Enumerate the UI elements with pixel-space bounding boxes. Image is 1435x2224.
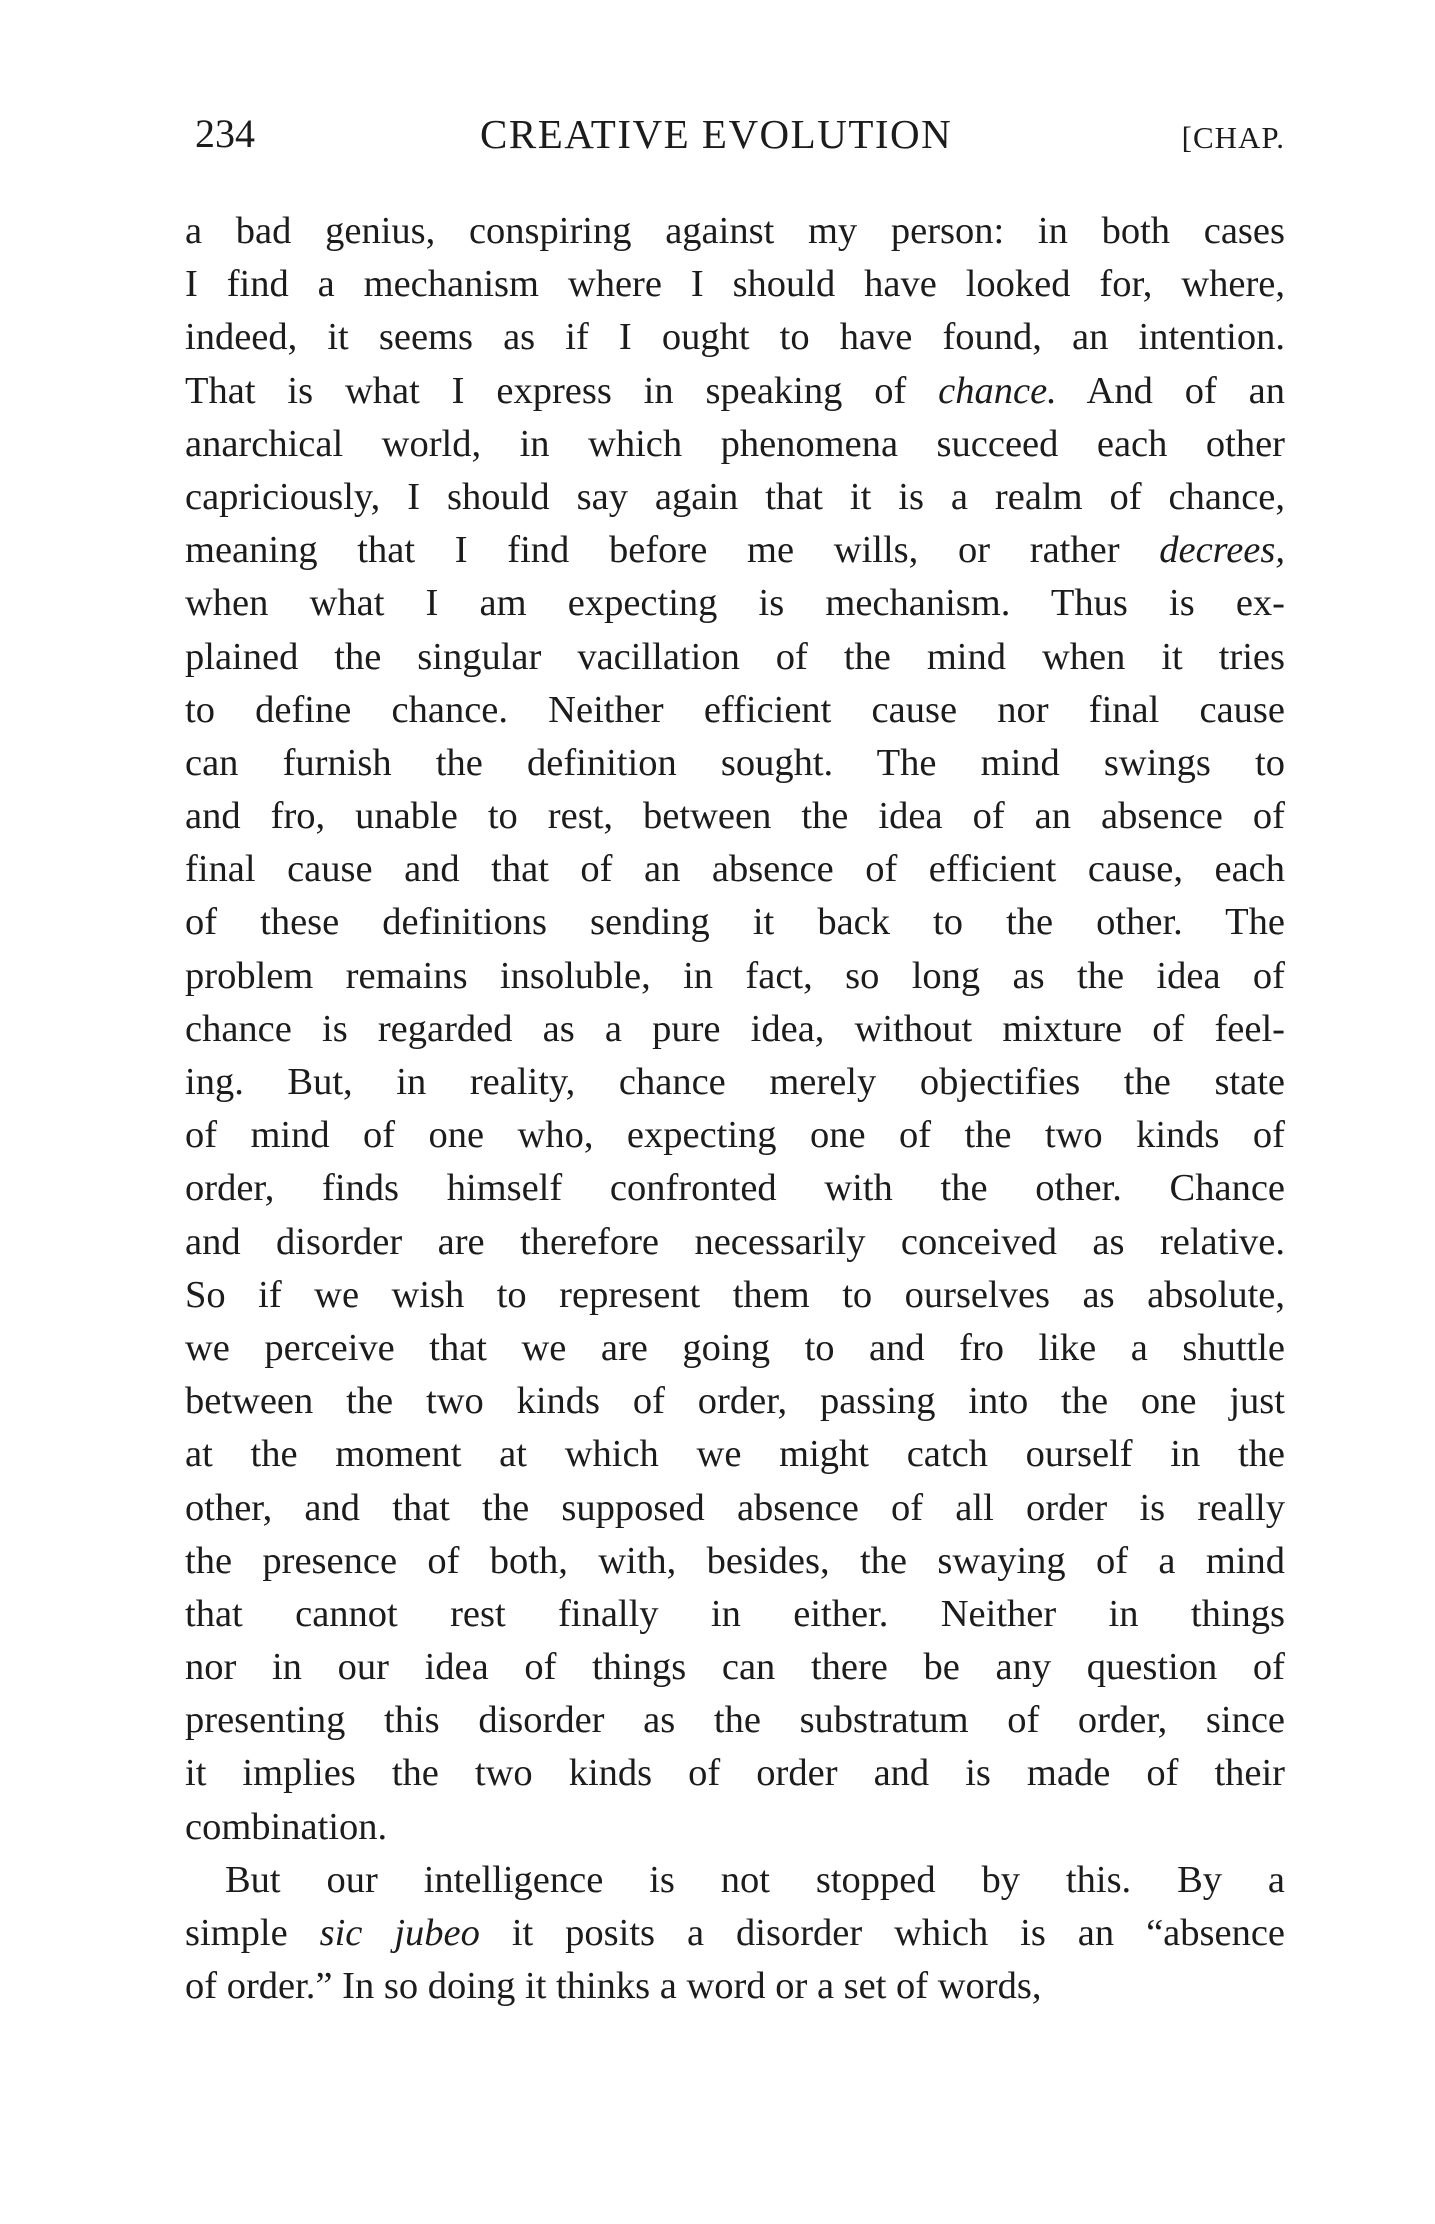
text-line — [185, 950, 1285, 1003]
text-segment: when what I am expecting is mechanism. Thus is ex- — [185, 582, 1285, 625]
text-segment: final cause and that of an absence of efficient cause, each — [185, 848, 1285, 891]
text-segment: other, and that the supposed absence of all order is really — [185, 1486, 1285, 1529]
text-line — [185, 1854, 1285, 1907]
text-line — [185, 1375, 1285, 1428]
text-segment: and disorder are therefore necessarily conceived as relative. — [185, 1220, 1285, 1263]
text-line — [185, 631, 1285, 684]
text-segment: chance is regarded as a pure idea, without mixture of feel- — [185, 1007, 1285, 1050]
text-line — [185, 365, 1285, 418]
text-line — [185, 1428, 1285, 1481]
text-segment: indeed, it seems as if I ought to have found, an intention. — [185, 316, 1285, 359]
text-line — [185, 1641, 1285, 1694]
text-segment: of mind of one who, expecting one of the two kinds of — [185, 1114, 1285, 1157]
text-line — [185, 258, 1285, 311]
text-segment: at the moment at which we might catch ourself in the — [185, 1433, 1285, 1476]
text-segment: meaning that I find before me wills, or rather — [185, 529, 1160, 572]
text-segment: it posits a disorder which is an “absence — [479, 1912, 1285, 1954]
text-line — [185, 1322, 1285, 1375]
text-segment: nor in our idea of things can there be any question of — [185, 1646, 1285, 1689]
text-segment: it implies the two kinds of order and is made of their — [185, 1752, 1285, 1795]
text-segment: combination. — [185, 1805, 388, 1848]
text-segment: simple — [185, 1912, 320, 1954]
text-segment: we perceive that we are going to and fro like a shuttle — [185, 1326, 1285, 1369]
text-segment: problem remains insoluble, in fact, so long as the idea of — [185, 954, 1285, 997]
italic-text-segment: chance. — [938, 369, 1057, 412]
text-segment: presenting this disorder as the substratum of order, since — [185, 1699, 1285, 1742]
text-segment: order, finds himself confronted with the other. Chance — [185, 1167, 1285, 1210]
text-line — [185, 843, 1285, 896]
text-segment: But our intelligence is not stopped by this. By a — [225, 1858, 1285, 1901]
text-line — [185, 1109, 1285, 1162]
page-number: 234 — [195, 111, 255, 156]
text-line — [185, 1907, 1285, 1960]
text-line — [185, 790, 1285, 843]
text-line — [185, 471, 1285, 524]
text-line — [185, 1694, 1285, 1747]
text-line — [185, 205, 1285, 258]
text-segment: can furnish the definition sought. The mind swings to — [185, 741, 1285, 784]
text-segment: between the two kinds of order, passing into the one just — [185, 1380, 1285, 1423]
text-segment: So if we wish to represent them to ourselves as absolute, — [185, 1273, 1285, 1316]
text-line — [185, 1535, 1285, 1588]
text-segment: plained the singular vacillation of the mind when it tries — [185, 635, 1285, 678]
text-segment: and fro, unable to rest, between the idea of an absence of — [185, 795, 1285, 838]
text-line — [185, 577, 1285, 630]
text-line — [185, 1003, 1285, 1056]
text-line — [185, 1801, 1285, 1854]
text-segment: the presence of both, with, besides, the swaying of a mind — [185, 1539, 1285, 1582]
text-line — [185, 311, 1285, 364]
book-title: CREATIVE EVOLUTION — [480, 111, 953, 157]
text-line — [185, 1216, 1285, 1269]
text-line — [185, 1960, 1285, 2013]
text-segment: anarchical world, in which phenomena succeed each other — [185, 422, 1285, 465]
text-segment: to define chance. Neither efficient cause nor final cause — [185, 688, 1285, 731]
text-segment: a bad genius, conspiring against my person: in both cases — [185, 210, 1285, 252]
text-line — [185, 1482, 1285, 1535]
text-segment: I find a mechanism where I should have looked for, where, — [185, 263, 1285, 306]
text-line — [185, 1056, 1285, 1109]
text-line — [185, 1162, 1285, 1215]
text-segment: of order.” In so doing it thinks a word or a set of words, — [185, 1965, 1042, 2008]
italic-text-segment: sic jubeo — [319, 1912, 480, 1954]
text-line — [185, 1747, 1285, 1800]
text-line — [185, 524, 1285, 577]
chapter-mark: [CHAP. — [1181, 120, 1285, 155]
text-segment: And of an — [1056, 369, 1286, 412]
italic-text-segment: decrees, — [1159, 529, 1285, 572]
text-line — [185, 896, 1285, 949]
text-segment: That is what I express in speaking of — [185, 369, 939, 412]
running-head — [195, 110, 1285, 170]
text-line — [185, 1588, 1285, 1641]
text-line — [185, 418, 1285, 471]
body-text — [185, 205, 1285, 2013]
text-segment: that cannot rest finally in either. Neither in things — [185, 1592, 1285, 1635]
text-line — [185, 1269, 1285, 1322]
text-line — [185, 684, 1285, 737]
text-line — [185, 737, 1285, 790]
text-segment: capriciously, I should say again that it is a realm of chance, — [185, 475, 1285, 518]
text-segment: ing. But, in reality, chance merely objectifies the state — [185, 1061, 1285, 1103]
text-segment: of these definitions sending it back to the other. The — [185, 901, 1285, 944]
